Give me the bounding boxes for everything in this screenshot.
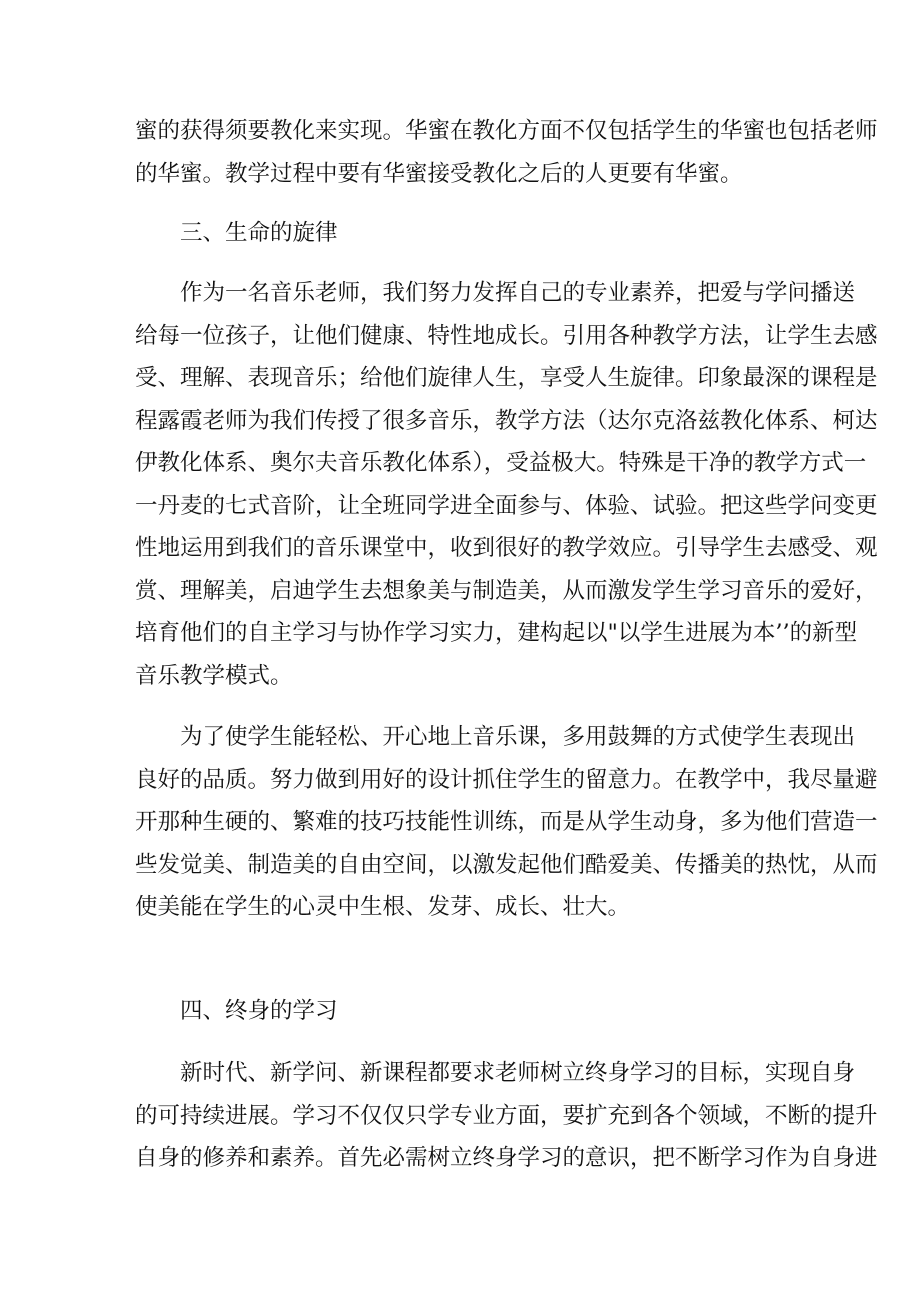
text-line: 一丹麦的七式音阶，让全班同学进全面参与、体验、试验。把这些学问变更: [135, 492, 878, 519]
text-line: 给每一位孩子，让他们健康、特性地成长。引用各种教学方法，让学生去感: [135, 322, 878, 349]
text-line: 性地运用到我们的音乐课堂中，收到很好的教学效应。引导学生去感受、观: [135, 535, 878, 561]
text-line: 的华蜜。教学过程中要有华蜜接受教化之后的人更要有华蜜。: [135, 160, 743, 187]
text-line: 新时代、新学问、新课程都要求老师树立终身学习的目标，实现自身: [180, 1060, 856, 1086]
text-line: 伊教化体系、奥尔夫音乐教化体系），受益极大。特殊是干净的教学方式一: [135, 450, 867, 476]
text-line: 些发觉美、制造美的自由空间，以激发起他们酷爱美、传播美的热忱，从而: [135, 851, 878, 878]
text-line: 作为一名音乐老师，我们努力发挥自己的专业素养，把爱与学问播送: [180, 280, 856, 306]
text-line: 音乐教学模式。: [135, 662, 293, 689]
text-line: 受、理解、表现音乐；给他们旋律人生，享受人生旋律。印象最深的课程是: [135, 365, 878, 391]
text-line: 自身的修养和素养。首先必需树立终身学习的意识，把不断学习作为自身进: [135, 1145, 878, 1171]
section-heading-3: [135, 212, 795, 255]
text-line: 使美能在学生的心灵中生根、发芽、成长、壮大。: [135, 894, 631, 920]
text-line: 为了使学生能轻松、开心地上音乐课，多用鼓舞的方式使学生表现出: [180, 724, 856, 750]
heading-text: 四、终身的学习: [180, 998, 338, 1024]
text-line: 良好的品质。努力做到用好的设计抓住学生的留意力。在教学中，我尽量避: [135, 766, 878, 793]
paragraph-lifelong-learning: [135, 1052, 878, 1180]
paragraph-happiness-continuation: [135, 110, 878, 195]
paragraph-music-teaching: [135, 272, 878, 697]
text-line: 程露霞老师为我们传授了很多音乐，教学方法（达尔克洛兹教化体系、柯达: [135, 407, 878, 434]
text-line: 培育他们的自主学习与协作学习实力，建构起以"以学生进展为本’’的新型: [135, 620, 858, 646]
text-line: 蜜的获得须要教化来实现。华蜜在教化方面不仅包括学生的华蜜也包括老师: [135, 118, 878, 144]
text-line: 赏、理解美，启迪学生去想象美与制造美，从而激发学生学习音乐的爱好，: [135, 577, 878, 604]
section-heading-4: [135, 990, 795, 1033]
text-line: 的可持续进展。学习不仅仅只学专业方面，要扩充到各个领域，不断的提升: [135, 1102, 878, 1129]
heading-text: 三、生命的旋律: [180, 220, 338, 246]
text-line: 开那种生硬的、繁难的技巧技能性训练，而是从学生动身，多为他们营造一: [135, 809, 878, 835]
paragraph-student-learning: [135, 716, 878, 929]
